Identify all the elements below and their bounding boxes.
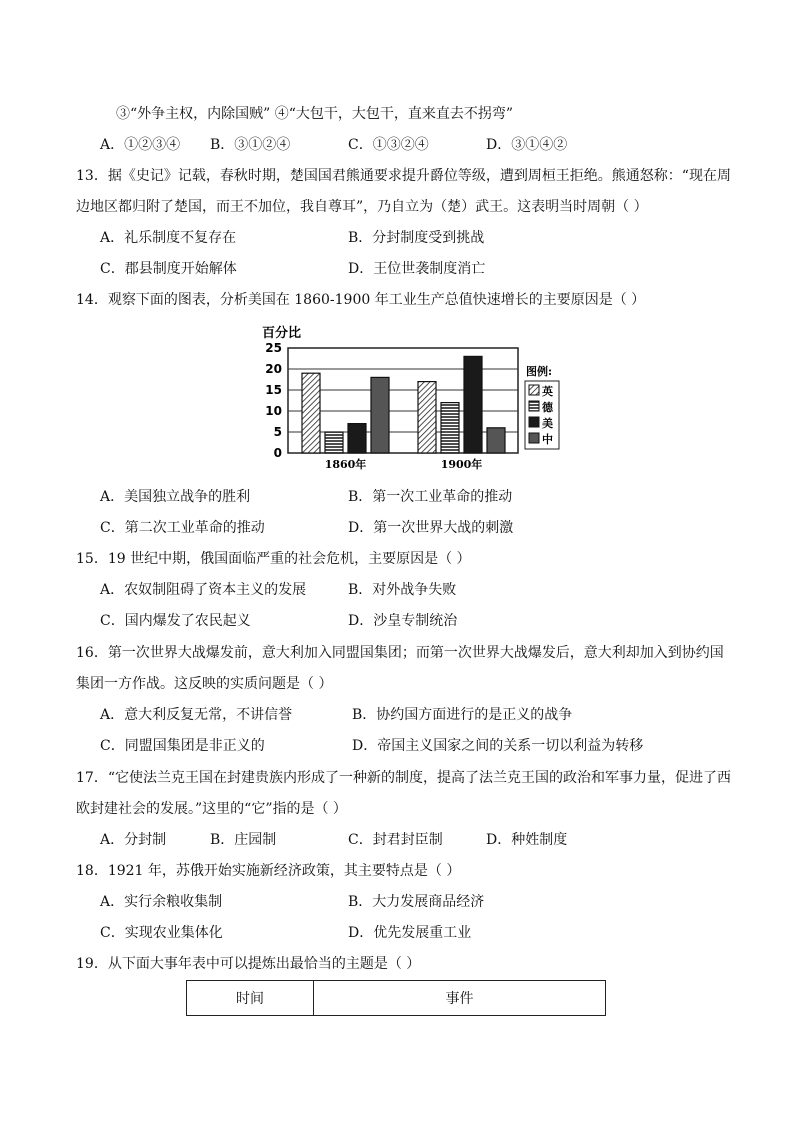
q14-option-b[interactable]: B．第一次工业革命的推动 bbox=[348, 489, 513, 505]
q16-option-b[interactable]: B．协约国方面进行的是正义的战争 bbox=[352, 707, 573, 723]
q12-option-c[interactable]: C．①③②④ bbox=[348, 137, 429, 153]
industry-bar-chart bbox=[262, 323, 598, 473]
q15-option-d[interactable]: D．沙皇专制统治 bbox=[348, 613, 458, 629]
q17-option-a[interactable]: A．分封制 bbox=[100, 832, 167, 848]
q19-stem-line1: 19．从下面大事年表中可以提炼出最恰当的主题是（ ） bbox=[76, 956, 421, 972]
q17-option-c[interactable]: C．封君封臣制 bbox=[348, 832, 443, 848]
chart-ytick-label: 20 bbox=[265, 362, 282, 376]
chart-ytick-label: 25 bbox=[265, 341, 282, 355]
q13-option-c[interactable]: C．郡县制度开始解体 bbox=[100, 261, 237, 277]
q18-option-a[interactable]: A．实行余粮收集制 bbox=[100, 894, 223, 910]
table-header-event: 事件 bbox=[314, 981, 606, 1016]
chart-legend-title: 图例: bbox=[526, 365, 553, 378]
q17-stem-line2: 欧封建社会的发展。”这里的“它”指的是（ ） bbox=[76, 801, 347, 817]
chart-legend-swatch bbox=[529, 417, 539, 427]
q18-option-c[interactable]: C．实现农业集体化 bbox=[100, 925, 223, 941]
chart-bar-德-1860年 bbox=[325, 432, 343, 453]
chart-ytick-label: 15 bbox=[265, 383, 282, 397]
q14-option-a[interactable]: A．美国独立战争的胜利 bbox=[100, 489, 251, 505]
chart-ytick-label: 5 bbox=[273, 425, 282, 439]
chart-bar-英-1860年 bbox=[302, 373, 320, 453]
q12-option-d[interactable]: D．③①④② bbox=[486, 137, 568, 153]
q16-option-a[interactable]: A．意大利反复无常，不讲信誉 bbox=[100, 707, 293, 723]
chart-bar-中-1860年 bbox=[371, 377, 389, 453]
chart-legend-label: 美 bbox=[542, 417, 553, 430]
chart-bar-美-1860年 bbox=[348, 424, 366, 453]
q16-option-d[interactable]: D．帝国主义国家之间的关系一切以利益为转移 bbox=[352, 738, 644, 754]
q16-option-c[interactable]: C．同盟国集团是非正义的 bbox=[100, 738, 265, 754]
chart-ytick-label: 0 bbox=[273, 446, 282, 460]
events-table bbox=[186, 980, 606, 1016]
table-header-time: 时间 bbox=[187, 981, 314, 1016]
chart-legend-label: 中 bbox=[542, 433, 553, 446]
q18-option-d[interactable]: D．优先发展重工业 bbox=[348, 925, 472, 941]
chart-bar-德-1900年 bbox=[441, 403, 459, 453]
q14-option-d[interactable]: D．第一次世界大战的刺激 bbox=[348, 520, 514, 536]
q13-stem-line2: 边地区都归附了楚国，而王不加位，我自尊耳”，乃自立为（楚）武王。这表明当时周朝（ ） bbox=[76, 199, 648, 215]
q15-option-b[interactable]: B．对外战争失败 bbox=[348, 582, 457, 598]
q13-option-d[interactable]: D．王位世袭制度消亡 bbox=[348, 261, 486, 277]
q15-option-a[interactable]: A．农奴制阻碍了资本主义的发展 bbox=[100, 582, 307, 598]
q18-stem-line1: 18．1921 年，苏俄开始实施新经济政策，其主要特点是（ ） bbox=[76, 863, 461, 879]
chart-plot-frame bbox=[288, 348, 518, 453]
chart-bar-美-1900年 bbox=[464, 356, 482, 453]
q17-option-d[interactable]: D．种姓制度 bbox=[486, 832, 568, 848]
chart-xtick-label: 1860年 bbox=[324, 458, 367, 471]
chart-legend-swatch bbox=[529, 433, 539, 443]
q12-items-line: ③“外争主权，内除国贼” ④“大包干，大包干，直来直去不拐弯” bbox=[116, 106, 514, 122]
q15-stem-line1: 15．19 世纪中期，俄国面临严重的社会危机，主要原因是（ ） bbox=[76, 551, 471, 567]
q13-option-a[interactable]: A．礼乐制度不复存在 bbox=[100, 230, 237, 246]
chart-ytick-label: 10 bbox=[265, 404, 282, 418]
chart-bar-英-1900年 bbox=[418, 382, 436, 453]
chart-xtick-label: 1900年 bbox=[440, 458, 483, 471]
chart-legend-label: 英 bbox=[542, 385, 553, 398]
q12-option-b[interactable]: B．③①②④ bbox=[210, 137, 291, 153]
q13-stem-line1: 13．据《史记》记载，春秋时期，楚国国君熊通要求提升爵位等级，遭到周桓王拒绝。熊通怒称：“现在周 bbox=[76, 168, 731, 184]
q12-option-a[interactable]: A．①②③④ bbox=[100, 137, 181, 153]
q13-option-b[interactable]: B．分封制度受到挑战 bbox=[348, 230, 485, 246]
chart-bar-中-1900年 bbox=[487, 428, 505, 453]
chart-legend-swatch bbox=[529, 401, 539, 411]
q17-stem-line1: 17．“它使法兰克王国在封建贵族内形成了一种新的制度，提高了法兰克王国的政治和军事力量，促进了西 bbox=[76, 770, 731, 786]
table-header-row bbox=[187, 981, 606, 1016]
q15-option-c[interactable]: C．国内爆发了农民起义 bbox=[100, 613, 251, 629]
q14-option-c[interactable]: C．第二次工业革命的推动 bbox=[100, 520, 265, 536]
chart-ylabel: 百分比 bbox=[262, 326, 302, 341]
q18-option-b[interactable]: B．大力发展商品经济 bbox=[348, 894, 485, 910]
chart-legend-label: 德 bbox=[542, 401, 553, 414]
chart-legend-swatch bbox=[529, 385, 539, 395]
q16-stem-line1: 16．第一次世界大战爆发前，意大利加入同盟国集团；而第一次世界大战爆发后，意大利却加入到协约国 bbox=[76, 645, 724, 661]
q14-stem-line1: 14．观察下面的图表，分析美国在 1860-1900 年工业生产总值快速增长的主要原因是（ ） bbox=[76, 292, 646, 308]
q17-option-b[interactable]: B．庄园制 bbox=[210, 832, 277, 848]
q16-stem-line2: 集团一方作战。这反映的实质问题是（ ） bbox=[76, 676, 333, 692]
